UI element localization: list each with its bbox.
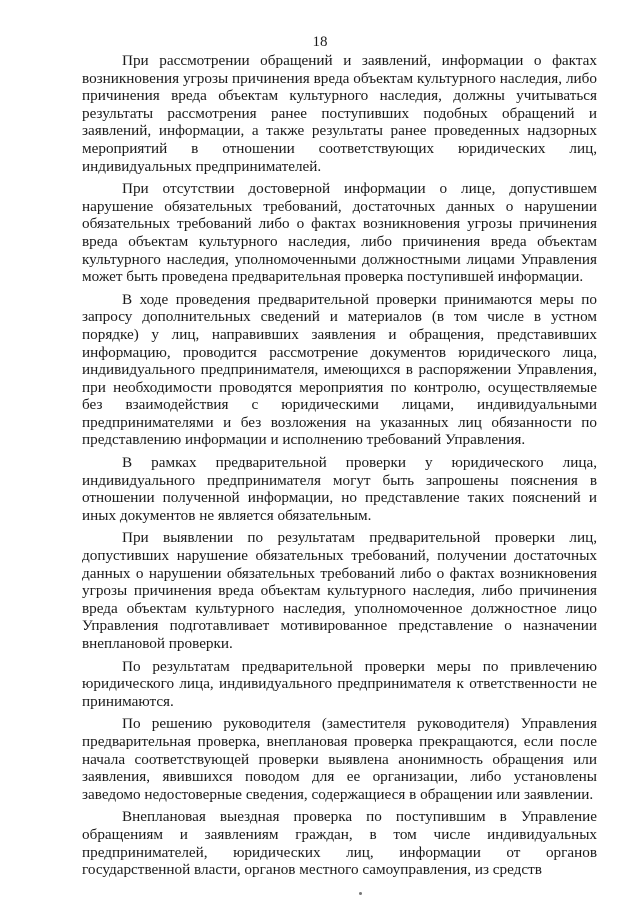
paragraph-unscheduled-field-inspection: Внеплановая выездная проверка по поступившим в Управление обращениям и заявлениям граждан, в том числе индивидуальных предпринимателей, юридических лиц, информации от органов государственной власти, органов местного самоуправления, из средств bbox=[82, 808, 597, 879]
paragraph-explanations-request: В рамках предварительной проверки у юридического лица, индивидуального предпринимателя могут быть запрошены пояснения в отношении полученной информации, но представление таких пояснений и иных документов не является обязательным. bbox=[82, 454, 597, 524]
paragraph-termination-of-check: По решению руководителя (заместителя руководителя) Управления предварительная проверка, внеплановая проверка прекращаются, если после начала соответствующей проверки выявлена анонимность обращения или заявления, явившихся поводом для ее организации, либо установлены заведомо недостоверные сведения, содержащиеся в обращении или заявлении. bbox=[82, 715, 597, 803]
page-number: 18 bbox=[312, 34, 328, 50]
scan-speck bbox=[359, 892, 362, 895]
paragraph-preliminary-check-grounds: При отсутствии достоверной информации о лице, допустившем нарушение обязательных требований, достаточных данных о нарушении обязательных требований либо о фактах возникновения угрозы причинения вреда объектам культурного наследия, либо причинения вреда объектам культурного наследия, уполномоченными должностными лицами Управления может быть проведена предварительная проверка поступившей информации. bbox=[82, 180, 597, 286]
paragraph-preliminary-check-measures: В ходе проведения предварительной проверки принимаются меры по запросу дополнительных сведений и материалов (в том числе в устном порядке) у лиц, направивших заявления и обращения, представивших информацию, проводится рассмотрение документов юридического лица, индивидуального предпринимателя, имеющихся в распоряжении Управления, при необходимости проводятся мероприятия по контролю, осуществляемые без взаимодействия с юридическими лицами, индивидуальными предпринимателями и без возложения на указанных лиц обязанности по представлению информации и исполнению требований Управления. bbox=[82, 290, 597, 449]
paragraph-consideration-of-appeals: При рассмотрении обращений и заявлений, информации о фактах возникновения угрозы причинения вреда объектам культурного наследия, либо причинения вреда объектам культурного наследия, должны учитываться результаты рассмотрения ранее поступивших подобных обращений и заявлений, информации, а также результаты ранее проведенных надзорных мероприятий в отношении соответствующих юридических лиц, индивидуальных предпринимателей. bbox=[82, 52, 597, 175]
paragraph-unscheduled-inspection-proposal: При выявлении по результатам предварительной проверки лиц, допустивших нарушение обязательных требований, получении достаточных данных о нарушении обязательных требований либо о фактах возникновения угрозы причинения вреда объектам культурного наследия, либо причинения вреда объектам культурного наследия, уполномоченное должностное лицо Управления подготавливает мотивированное представление о назначении внеплановой проверки. bbox=[82, 529, 597, 652]
document-body bbox=[82, 52, 597, 884]
paragraph-no-liability-measures: По результатам предварительной проверки меры по привлечению юридического лица, индивидуального предпринимателя к ответственности не принимаются. bbox=[82, 657, 597, 710]
